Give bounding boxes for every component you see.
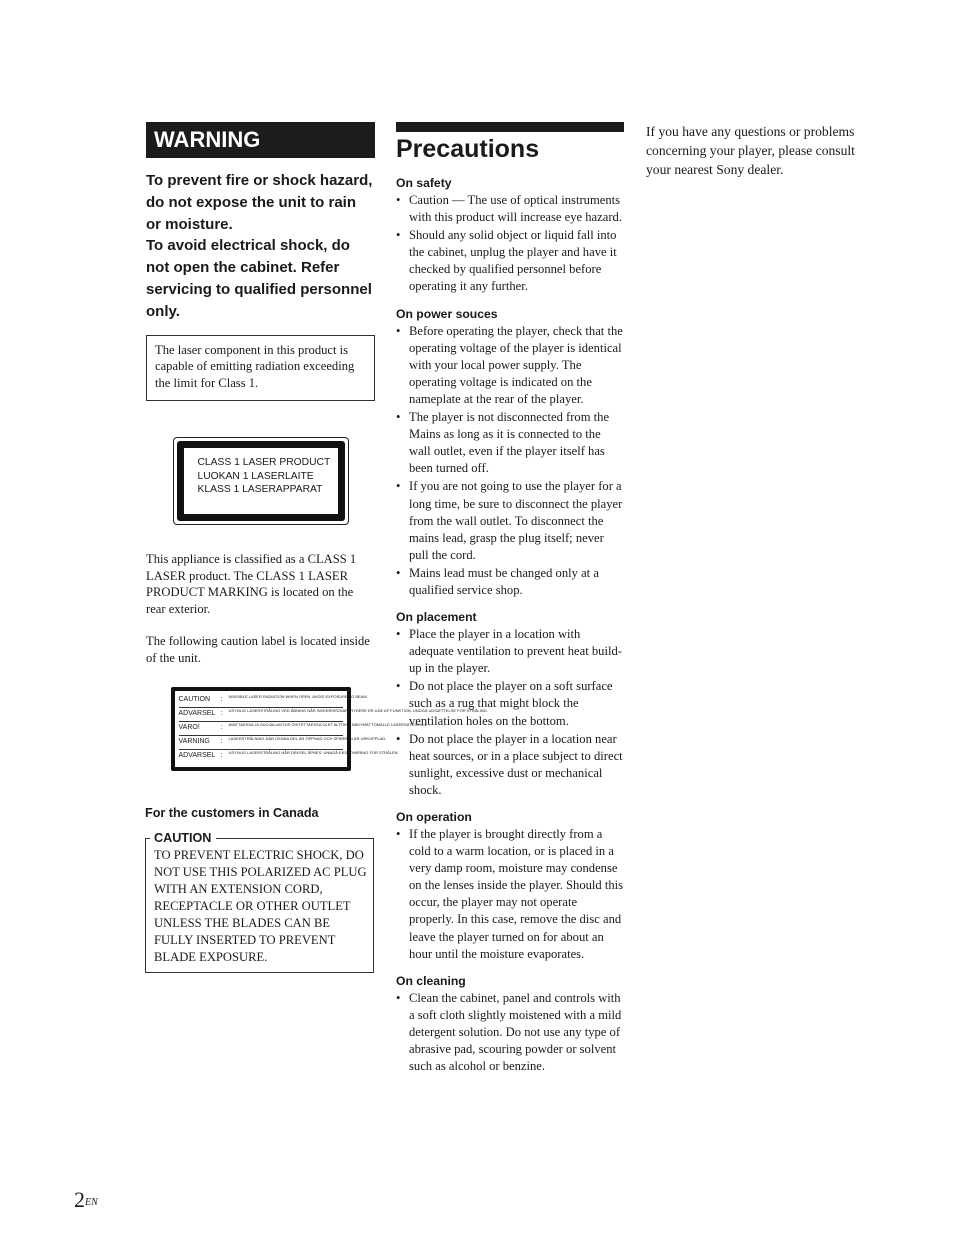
list-item: • If you are not going to use the player for a long time, be sure to disconnect the player from the wall outlet. To disconnect the mains lead, grasp the plug itself; never pull the cord.: [396, 478, 624, 563]
list-item: • Caution — The use of optical instruments with this product will increase eye hazard.: [396, 192, 624, 226]
section-title-operation: On operation: [396, 810, 472, 824]
class1-classification-note: This appliance is classified as a CLASS 1 LASER product. The CLASS 1 LASER PRODUCT MARKING is located on the rear exterior.: [146, 551, 357, 616]
section-title-power: On power souces: [396, 306, 498, 321]
warning-electrical-shock: To avoid electrical shock, do not open the cabinet. Refer servicing to qualified personnel only.: [146, 237, 372, 320]
canada-caution-box: [145, 830, 374, 973]
precautions-rule: [396, 122, 624, 132]
section-title-cleaning: On cleaning: [396, 973, 466, 988]
section-title-placement: On placement: [396, 610, 477, 625]
section-title-safety: On safety: [396, 176, 452, 190]
caution-label-location-note: The following caution label is located inside of the unit.: [146, 634, 370, 665]
caution-label-row: ADVARSEL : USYNLIG LASERSTRÅLING NÅR DEKSEL ÅPNES. UNNGÅ EKSPONERING FOR STRÅLEN.: [178, 750, 399, 760]
list-item: • The player is not disconnected from the Mains as long as it is connected to the wall outlet, even if the player itself has been turned off.: [396, 409, 624, 477]
safety-list: [396, 192, 624, 296]
class1-laser-label: [173, 437, 349, 525]
list-item: • If the player is brought directly from a cold to a warm location, or is placed in a very damp room, moisture may condense on the lenses inside the player. Should this occur, the player may not operate properly. In this case, remove the disc and leave the player turned on for about an hour until the moisture evaporates.: [396, 826, 624, 963]
list-item: • Clean the cabinet, panel and controls with a soft cloth slightly moistened with a mild detergent solution. Do not use any type of abrasive pad, scouring powder or solvent such as alcohol or benzine.: [396, 990, 624, 1075]
canada-caution-text: TO PREVENT ELECTRIC SHOCK, DO NOT USE THIS POLARIZED AC PLUG WITH AN EXTENSION CORD, RECEPTACLE OR OTHER OUTLET UNLESS THE BLADES CAN BE FULLY INSERTED TO PREVENT BLADE EXPOSURE.: [154, 847, 367, 964]
cleaning-list: [396, 990, 624, 1075]
contact-column: [646, 122, 866, 179]
list-item: • Place the player in a location with adequate ventilation to prevent heat build-up in the player.: [396, 626, 624, 677]
operation-list: [396, 826, 624, 963]
page-number: $2^{EN}$: [74, 1187, 98, 1212]
laser-label-line: CLASS 1 LASER PRODUCT: [197, 456, 331, 468]
warning-fire-shock: To prevent fire or shock hazard, do not expose the unit to rain or moisture.: [146, 172, 373, 233]
caution-label-row: VARO! : AVATTAESSA JA SUOJALUKITUS OHITETTAESSA OLET ALTTIINA NÄKYMÄTTÖMÄLLE LASERSÄTEILYLLE.: [179, 722, 343, 736]
warning-statement: [146, 170, 375, 323]
list-item: • Should any solid object or liquid fall into the cabinet, unplug the player and have it checked by qualified personnel before operating it any further.: [396, 227, 624, 295]
precautions-heading: Precautions: [396, 135, 540, 163]
laser-label-line: LUOKAN 1 LASERLAITE: [197, 470, 314, 482]
placement-list: [396, 626, 624, 799]
caution-label-row: ADVARSEL : USYNLIG LASERSTRÅLING VED ÅBNING NÅR SIKKERHEDSAFBRYDERE ER UDE AF FUNKTION. UNDGÅ UDSÆTTELSE FOR STRÅLING.: [179, 708, 343, 722]
caution-label-row: VARNING : LASERSTRÅLNING NÄR DENNA DEL ÄR ÖPPNAD OCH SPÄRREN ÄR URKOPPLAD.: [179, 736, 343, 750]
list-item: • Before operating the player, check that the operating voltage of the player is identical with your local power supply. The operating voltage is indicated on the nameplate at the rear of the player.: [396, 323, 624, 408]
laser-label-line: KLASS 1 LASERAPPARAT: [197, 484, 323, 496]
precautions-column: [396, 122, 624, 1076]
list-item: • Do not place the player in a location near heat sources, or in a place subject to direct sunlight, excessive dust or mechanical shock.: [396, 731, 624, 799]
canada-caution-heading: CAUTION: [150, 830, 216, 846]
list-item: • Do not place the player on a soft surface such as a rug that might block the ventilation holes on the bottom.: [396, 678, 624, 729]
caution-label-image: [171, 687, 488, 771]
warning-heading: WARNING: [146, 122, 375, 158]
contact-note: If you have any questions or problems concerning your player, please consult your nearest Sony dealer.: [646, 124, 855, 177]
caution-label-row: CAUTION : INVISIBLE LASER RADIATION WHEN OPEN. AVOID EXPOSURE TO BEAM.: [179, 694, 343, 708]
list-item: • Mains lead must be changed only at a qualified service shop.: [396, 565, 624, 599]
power-list: [396, 323, 624, 600]
canada-customers-heading: For the customers in Canada: [145, 805, 319, 820]
page-language-suffix: EN: [85, 1197, 98, 1208]
laser-component-note: The laser component in this product is capable of emitting radiation exceeding the limit for Class 1.: [146, 335, 375, 401]
